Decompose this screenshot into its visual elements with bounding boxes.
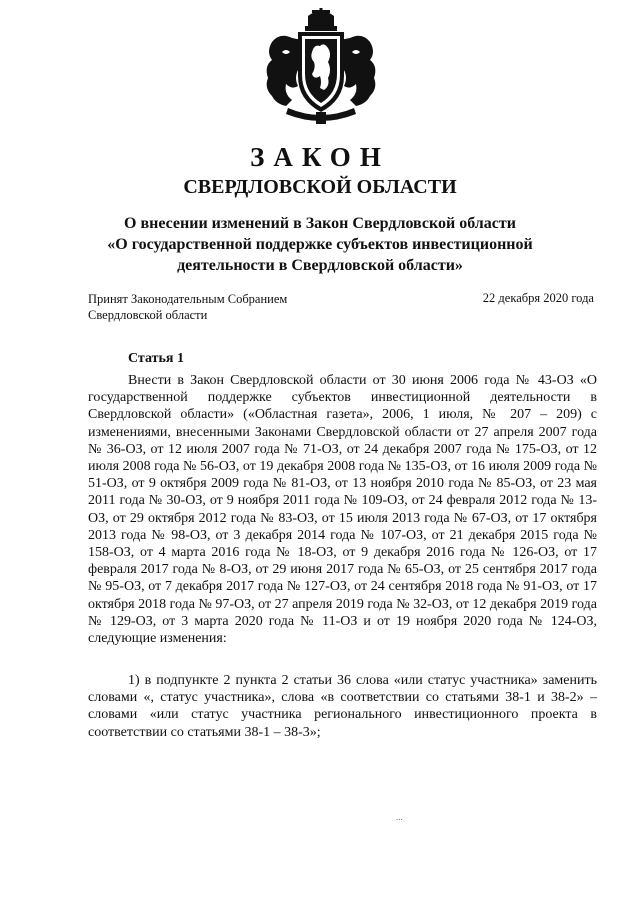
coat-of-arms-icon: [258, 8, 384, 126]
region-heading: СВЕРДЛОВСКОЙ ОБЛАСТИ: [183, 176, 457, 198]
scan-mark: ...: [396, 812, 403, 822]
adoption-line: Принят Законодательным Собранием: [88, 292, 288, 306]
article-heading: Статья 1: [128, 351, 184, 366]
title-line: «О государственной поддержке субъектов инвестиционной: [107, 236, 533, 253]
title-line: О внесении изменений в Закон Свердловской области: [124, 215, 516, 232]
article-paragraph: Внести в Закон Свердловской области от 30 июня 2006 года № 43-ОЗ «О государственной поддержке субъектов инвестиционной деятельности в Свердловской области» («Областная газета», 2006, 1 июля, № 207 – 209) с изменениями, внесенными Законами Свердловской области от 27 апреля 2007 года № 36-ОЗ, от 12 июля 2007 года № 71-ОЗ, от 24 декабря 2007 года № 175-ОЗ, от 12 июля 2008 года № 56-ОЗ, от 19 декабря 2008 года № 135-ОЗ, от 16 июля 2009 года № 51-ОЗ, от 9 октября 2009 года № 81-ОЗ, от 13 ноября 2010 года № 85-ОЗ, от 23 мая 2011 года № 30-ОЗ, от 9 ноября 2011 года № 109-ОЗ, от 24 февраля 2012 года № 13-ОЗ, от 29 октября 2012 года № 83-ОЗ, от 15 июля 2013 года № 67-ОЗ, от 17 октября 2013 года № 98-ОЗ, от 3 декабря 2014 года № 107-ОЗ, от 21 декабря 2015 года № 158-ОЗ, от 4 марта 2016 года № 18-ОЗ, от 9 декабря 2016 года № 126-ОЗ, от 17 февраля 2017 года № 8-ОЗ, от 29 июня 2017 года № 65-ОЗ, от 25 сентября 2017 года № 95-ОЗ, от 7 декабря 2017 года № 127-ОЗ, от 24 сентября 2018 года № 91-ОЗ, от 17 октября 2018 года № 97-ОЗ, от 27 апреля 2019 года № 32-ОЗ, от 12 декабря 2019 года № 129-ОЗ, от 3 марта 2020 года № 11-ОЗ и от 19 ноября 2020 года № 124-ОЗ, следующие изменения:: [88, 373, 597, 647]
adoption-date: 22 декабря 2020 года: [482, 291, 594, 305]
article-paragraph: 1) в подпункте 2 пункта 2 статьи 36 слова «или статус участника» заменить словами «, статус участника», слова «в соответствии со статьями 38-1 и 38-2» – словами «или статус участника регионального инвестиционного проекта в соответствии со статьями 38-1 – 38-3»;: [88, 673, 597, 740]
adoption-line: Свердловской области: [88, 308, 208, 322]
law-heading: ЗАКОН: [250, 142, 390, 172]
title-line: деятельности в Свердловской области»: [177, 257, 463, 274]
adoption-body: [88, 291, 287, 323]
law-title: [60, 213, 580, 276]
